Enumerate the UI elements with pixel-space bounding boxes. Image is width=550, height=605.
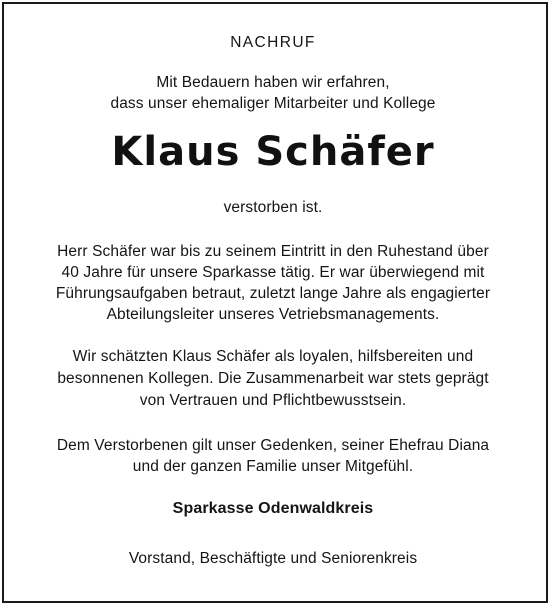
paragraph1-line-2: 40 Jahre für unsere Sparkasse tätig. Er war überwiegend mit xyxy=(61,264,485,281)
deceased-line: verstorben ist. xyxy=(223,199,323,216)
paragraph3-line-1: Dem Verstorbenen gilt unser Gedenken, seiner Ehefrau Diana xyxy=(56,437,490,454)
organization-name: Sparkasse Odenwaldkreis xyxy=(172,500,374,517)
notice-heading: NACHRUF xyxy=(230,34,316,51)
deceased-name: Klaus Schäfer xyxy=(111,129,435,175)
paragraph1-line-3: Führungsaufgaben betraut, zuletzt lange Jahre als engagierter xyxy=(55,285,491,302)
signatories: Vorstand, Beschäftigte und Seniorenkreis xyxy=(128,550,418,567)
intro-line-1: Mit Bedauern haben wir erfahren, xyxy=(156,74,390,91)
paragraph2-line-3: von Vertrauen und Pflichtbewusstsein. xyxy=(139,392,407,409)
intro-line-2: dass unser ehemaliger Mitarbeiter und Kollege xyxy=(110,95,436,112)
paragraph3-line-2: und der ganzen Familie unser Mitgefühl. xyxy=(132,458,414,475)
paragraph1-line-4: Abteilungsleiter unseres Vetriebsmanagements. xyxy=(106,306,440,323)
paragraph2-line-1: Wir schätzten Klaus Schäfer als loyalen, hilfsbereiten und xyxy=(72,348,474,365)
paragraph2-line-2: besonnenen Kollegen. Die Zusammenarbeit war stets geprägt xyxy=(57,370,489,387)
paragraph1-line-1: Herr Schäfer war bis zu seinem Eintritt in den Ruhestand über xyxy=(57,243,489,260)
